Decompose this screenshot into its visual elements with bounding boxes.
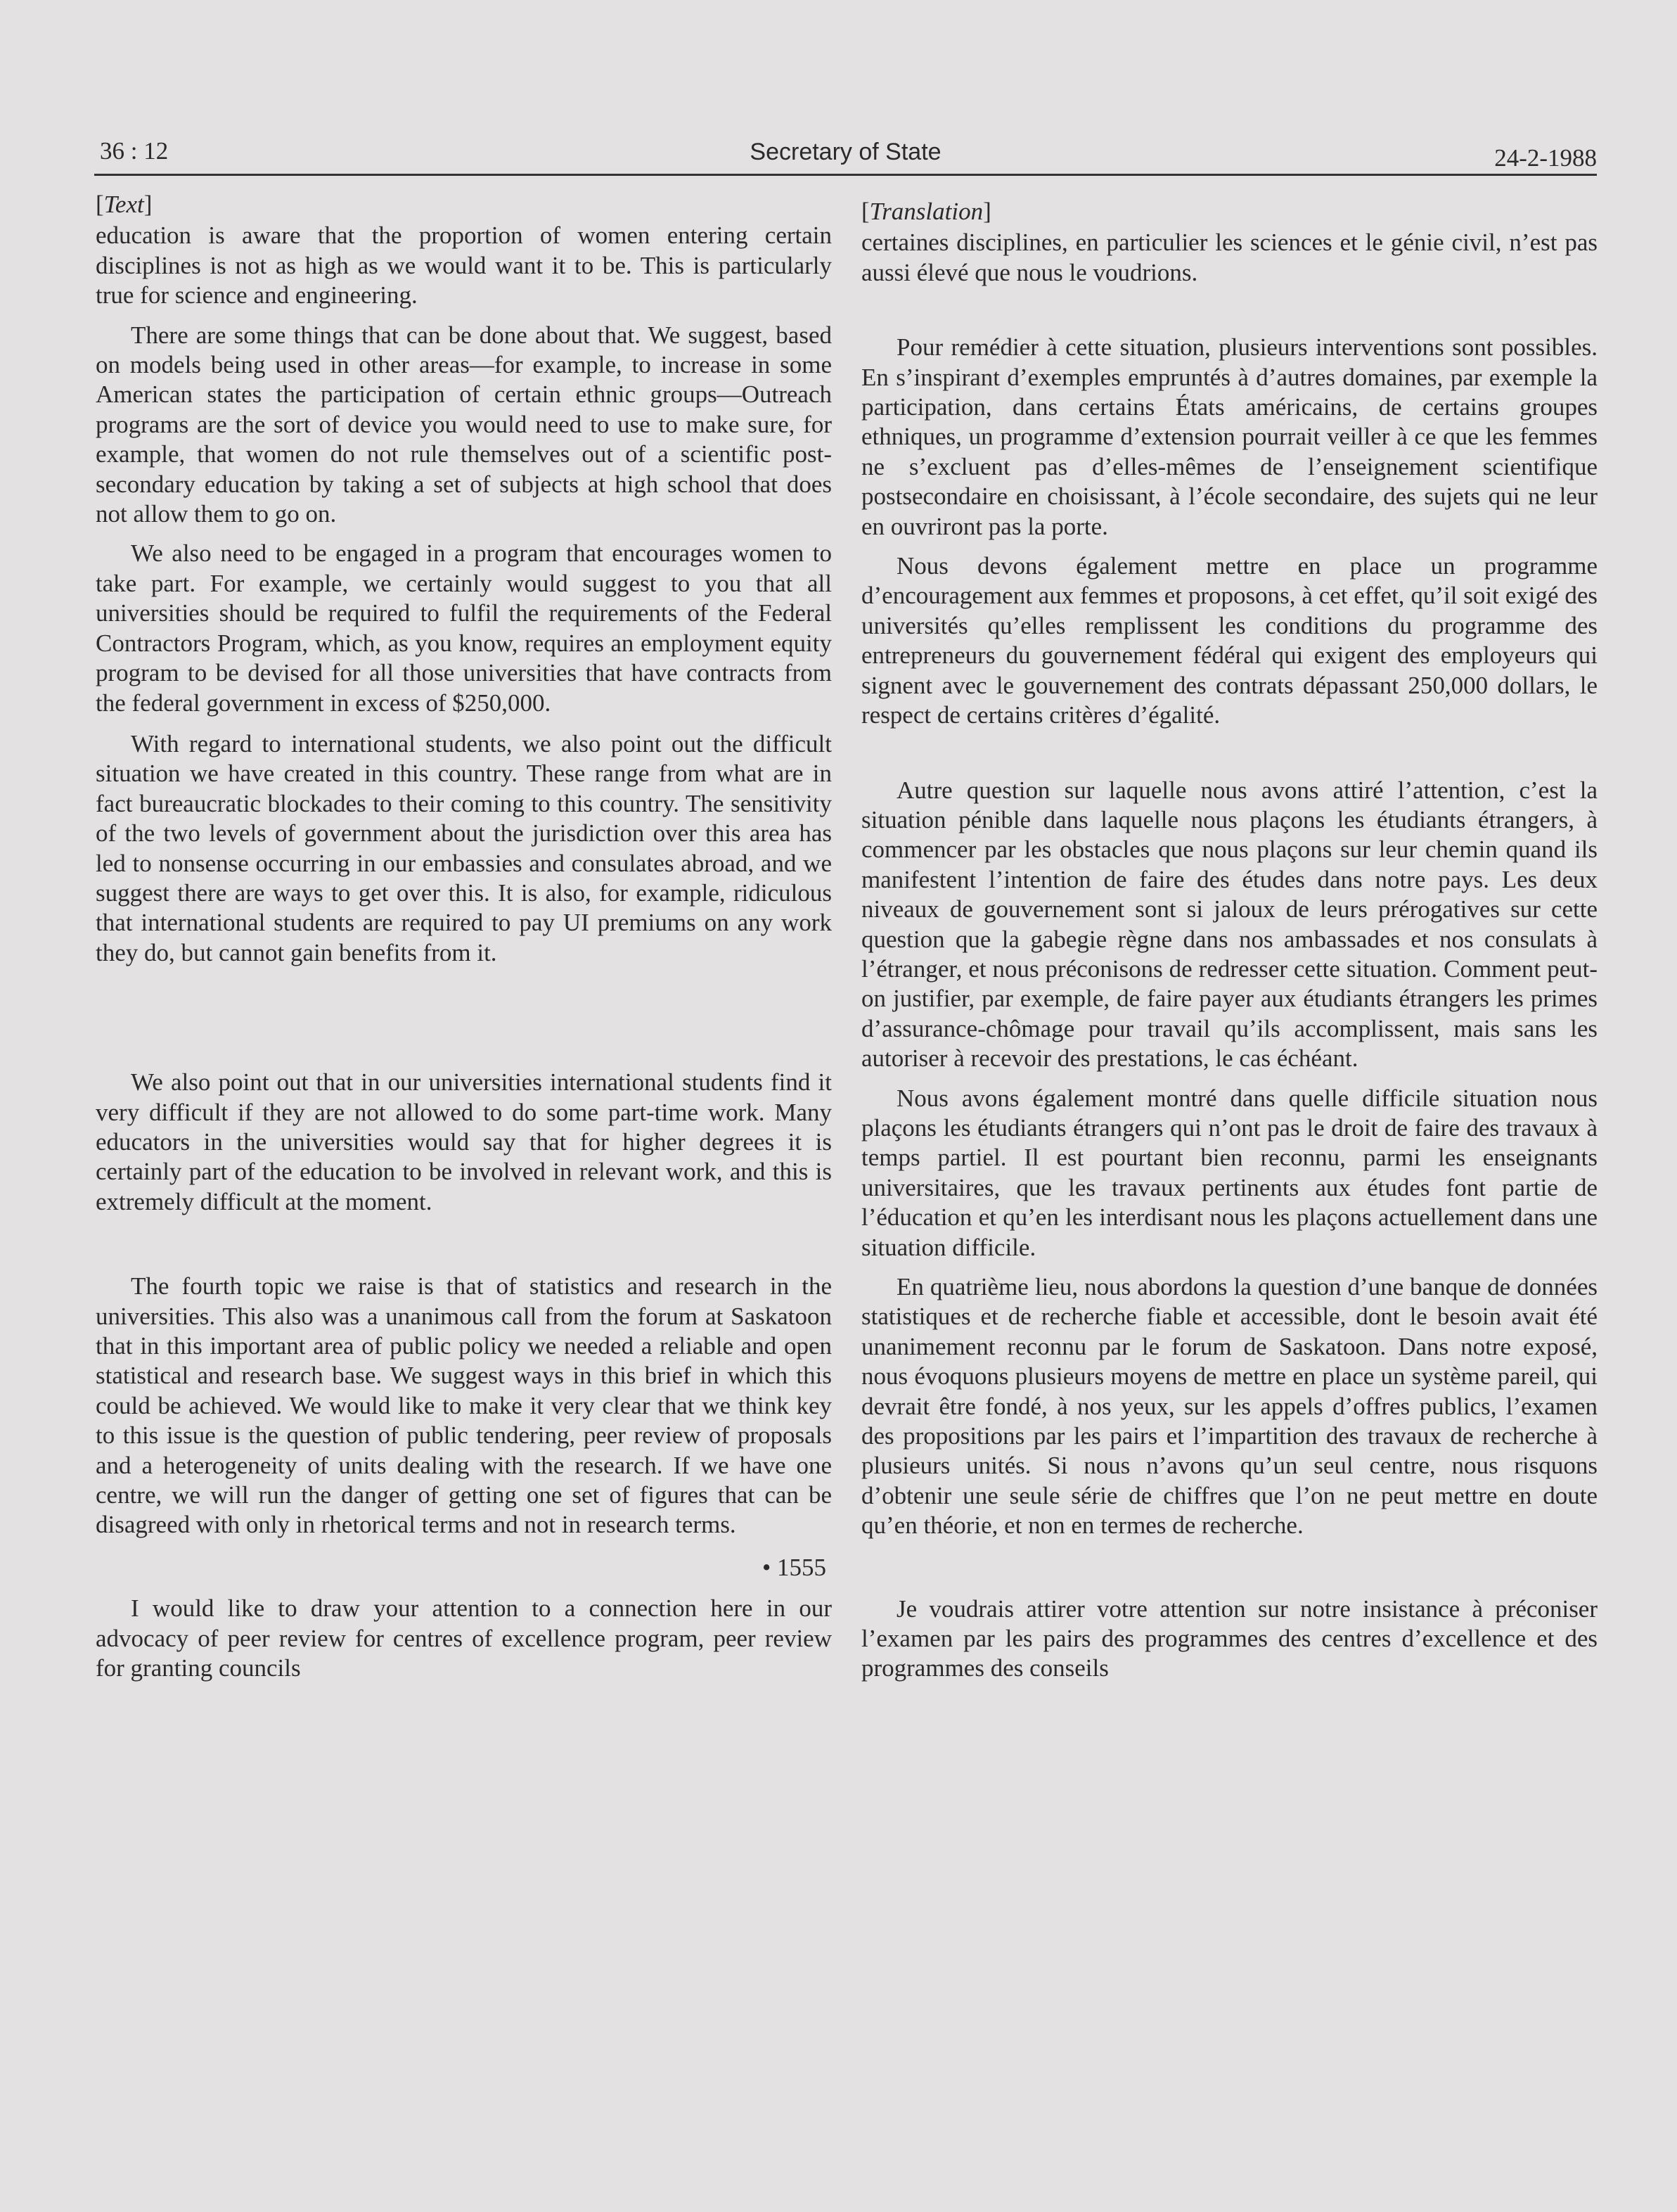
session-date: 24-2-1988 [1494, 144, 1597, 172]
text-label: [Text] [96, 191, 153, 218]
paragraph: I would like to draw your attention to a connection here in our advocacy of peer review for centres of excellence program, peer review for granting councils [96, 1594, 832, 1682]
paragraph: We also need to be engaged in a program that encourages women to take part. For example, we certainly would suggest to you that all universities should be required to fulfil the requirements of the Federal Contractors Program, which, as you know, requires an employment equity program to be devised for all those universities that have contracts from the federal government in excess of $250,000. [96, 539, 832, 717]
french-column [861, 197, 1598, 1684]
page-header [94, 137, 1597, 174]
paragraph: With regard to international students, we also point out the difficult situation we have created in this country. These range from what are in fact bureaucratic blockades to their coming to this country. The sensitivity of the two levels of government about the jurisdiction over this area has led to nonsense occurring in our embassies and consulates abroad, and we suggest there are ways to get over this. It is also, for example, ridiculous that international students are required to pay UI premiums on any work they do, but cannot gain benefits from it. [96, 729, 832, 966]
running-title: Secretary of State [750, 139, 942, 165]
paragraph: Je voudrais attirer votre attention sur notre insistance à préconiser l’examen par les pairs des programmes des centres d’excellence et des programmes des conseils [861, 1594, 1598, 1682]
paragraph: The fourth topic we raise is that of statistics and research in the universities. This also was a unanimous call from the forum at Saskatoon that in this important area of public policy we needed a reliable and open statistical and research base. We suggest ways in this brief in which this could be achieved. We would like to make it very clear that we think key to this issue is the question of public tendering, peer review of proposals and a heterogeneity of units dealing with the research. If we have one centre, we will run the danger of getting one set of figures that can be disagreed with only in rhetorical terms and not in research terms. [96, 1272, 832, 1539]
paragraph: Nous devons également mettre en place un programme d’encouragement aux femmes et proposons, à cet effet, qu’il soit exigé des universités qu’elles remplissent les conditions du programme des entrepreneurs du gouvernement fédéral qui exigent des employeurs qui signent avec le gouvernement des contrats dépassant 250,000 dollars, le respect de certains critères d’égalité. [861, 552, 1598, 729]
page-number: 36 : 12 [100, 137, 169, 165]
translation-label: [Translation] [861, 198, 991, 225]
paragraph: education is aware that the proportion of women entering certain disciplines is not as high as we would want it to be. This is particularly true for science and engineering. [96, 222, 832, 309]
paragraph: En quatrième lieu, nous abordons la question d’une banque de données statistiques et de recherche fiable et accessible, dont le besoin avait été unanimement reconnu par le forum de Saskatoon. Dans notre exposé, nous évoquons plusieurs moyens de mettre en place un système pareil, qui devrait être fondé, à nos yeux, sur les appels d’offres publics, l’examen des propositions par les pairs et l’impartition des travaux de recherche à plusieurs unités. Si nous n’avons qu’un seul centre, nous risquons d’obtenir une seule série de chiffres que l’on ne peut mettre en doute qu’en théorie, et non en termes de recherche. [861, 1273, 1598, 1540]
paragraph: certaines disciplines, en particulier les sciences et le génie civil, n’est pas aussi élevé que nous le voudrions. [861, 229, 1598, 286]
paragraph: Pour remédier à cette situation, plusieurs interventions sont possibles. En s’inspirant d’exemples empruntés à d’autres domaines, par exemple la participation, dans certains États américains, de certains groupes ethniques, un programme d’extension pourrait veiller à ce que les femmes ne s’excluent pas d’elles-mêmes de l’enseignement scientifique postsecondaire en choisissant, à l’école secondaire, des sujets qui ne leur en ouvriront pas la porte. [861, 333, 1598, 540]
english-column [96, 190, 832, 1683]
timestamp: • 1555 [762, 1553, 826, 1581]
paragraph: Nous avons également montré dans quelle difficile situation nous plaçons les étudiants étrangers qui n’ont pas le droit de faire des travaux à temps partiel. Il est pourtant bien reconnu, parmi les enseignants universitaires, que les travaux pertinents aux études font partie de l’éducation et qu’en les interdisant nous les plaçons actuellement dans une situation difficile. [861, 1084, 1598, 1261]
paragraph: There are some things that can be done about that. We suggest, based on models being used in other areas—for example, to increase in some American states the participation of certain ethnic groups—Outreach programs are the sort of device you would need to use to make sure, for example, that women do not rule themselves out of a scientific post-secondary education by taking a set of subjects at high school that does not allow them to go on. [96, 321, 832, 528]
header-rule [94, 174, 1597, 176]
paragraph: We also point out that in our universities international students find it very difficult if they are not allowed to do some part-time work. Many educators in the universities would say that for higher degrees it is certainly part of the education to be involved in relevant work, and this is extremely difficult at the moment. [96, 1068, 832, 1215]
paragraph: Autre question sur laquelle nous avons attiré l’attention, c’est la situation pénible dans laquelle nous plaçons les étudiants étrangers, à commencer par les obstacles que nous plaçons sur leur chemin quand ils manifestent l’intention de faire des études dans notre pays. Les deux niveaux de gouvernement sont si jaloux de leurs prérogatives sur cette question que la gabegie règne dans nos ambassades et nos consulats à l’étranger, et nous préconisons de redresser cette situation. Comment peut-on justifier, par exemple, de faire payer aux étudiants étrangers les primes d’assurance-chômage pour travail qu’ils accomplissent, mais sans les autoriser à recevoir des prestations, le cas échéant. [861, 776, 1598, 1073]
